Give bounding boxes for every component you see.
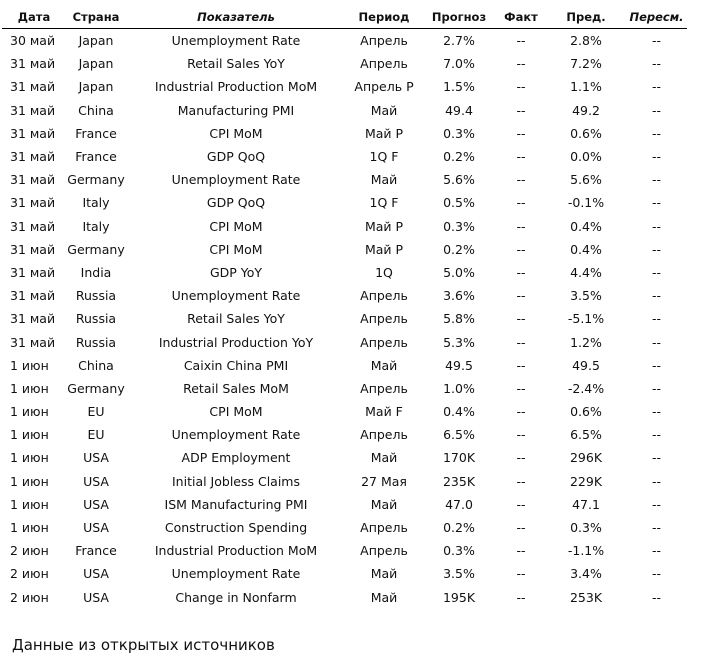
cell-period: Май P [364,218,404,234]
cell-actual: -- [516,566,526,582]
cell-period: Май [370,450,398,466]
cell-revised: -- [651,218,662,234]
cell-forecast: 0.3% [443,543,475,559]
cell-previous: 253K [569,589,603,605]
cell-indicator: Caixin China PMI [183,357,289,373]
cell-previous: -1.1% [567,543,605,559]
cell-previous: 296K [569,450,603,466]
cell-period: Май P [364,125,404,141]
cell-country: France [75,149,117,165]
cell-indicator: Unemployment Rate [171,427,301,443]
cell-indicator: Retail Sales MoM [183,380,289,396]
table-row [2,307,687,330]
cell-period: Апрель [360,380,408,396]
table-row [2,122,687,145]
cell-period: Май [370,357,398,373]
cell-period: Апрель [360,427,408,443]
cell-forecast: 195K [442,589,476,605]
cell-country: Japan [78,33,114,49]
cell-previous: 6.5% [570,427,602,443]
cell-actual: -- [516,264,526,280]
cell-date: 1 июн [10,380,49,396]
cell-actual: -- [516,149,526,165]
table-row [2,562,687,585]
cell-date: 31 май [10,125,56,141]
cell-indicator: ISM Manufacturing PMI [164,496,308,512]
header-indicator: Показатель [126,6,346,29]
cell-revised: -- [651,496,662,512]
cell-forecast: 1.0% [443,380,475,396]
cell-actual: -- [516,543,526,559]
cell-previous: 3.4% [570,566,602,582]
cell-revised: -- [651,404,662,420]
cell-date: 31 май [10,195,56,211]
cell-revised: -- [651,334,662,350]
cell-period: 1Q [375,264,393,280]
cell-country: Russia [75,311,117,327]
cell-actual: -- [516,589,526,605]
cell-revised: -- [651,589,662,605]
cell-revised: -- [651,380,662,396]
cell-period: Май [370,102,398,118]
cell-period: Май [370,566,398,582]
cell-indicator: ADP Employment [181,450,291,466]
cell-actual: -- [516,288,526,304]
cell-revised: -- [651,195,662,211]
cell-date: 31 май [10,288,56,304]
cell-period: Апрель [360,311,408,327]
cell-date: 1 июн [10,357,49,373]
cell-country: EU [87,404,105,420]
cell-forecast: 5.8% [443,311,475,327]
cell-period: Апрель [360,520,408,536]
header-actual: Факт [496,6,546,29]
cell-country: Germany [67,380,125,396]
cell-date: 1 июн [10,427,49,443]
cell-country: China [78,102,114,118]
table-row [2,284,687,307]
cell-country: Germany [67,241,125,257]
cell-country: India [80,264,112,280]
cell-revised: -- [651,473,662,489]
header-country: Страна [66,6,126,29]
cell-revised: -- [651,543,662,559]
table-row [2,354,687,377]
table-row [2,168,687,191]
table-row [2,423,687,446]
cell-indicator: CPI MoM [209,241,263,257]
cell-date: 31 май [10,218,56,234]
cell-previous: 0.6% [570,404,602,420]
cell-revised: -- [651,102,662,118]
table-row [2,470,687,493]
cell-period: Май [370,496,398,512]
cell-previous: 3.5% [570,288,602,304]
cell-period: Май [370,589,398,605]
table-row [2,400,687,423]
cell-country: Japan [78,79,114,95]
cell-revised: -- [651,33,662,49]
cell-period: Апрель [360,288,408,304]
table-row [2,493,687,516]
cell-actual: -- [516,450,526,466]
cell-period: 1Q F [369,195,399,211]
cell-date: 2 июн [10,589,49,605]
cell-country: France [75,125,117,141]
table-row [2,377,687,400]
cell-revised: -- [651,450,662,466]
cell-indicator: Industrial Production YoY [158,334,314,350]
table-row [2,446,687,469]
cell-previous: 0.6% [570,125,602,141]
cell-forecast: 0.3% [443,218,475,234]
cell-forecast: 5.6% [443,172,475,188]
cell-forecast: 2.7% [443,33,475,49]
table-row [2,52,687,75]
economic-calendar-table [2,6,687,609]
cell-revised: -- [651,566,662,582]
cell-date: 31 май [10,264,56,280]
cell-date: 31 май [10,149,56,165]
table-row [2,539,687,562]
cell-forecast: 49.5 [445,357,473,373]
cell-period: Май [370,172,398,188]
cell-period: Апрель P [354,79,414,95]
cell-previous: -5.1% [567,311,605,327]
cell-forecast: 0.5% [443,195,475,211]
table-row [2,238,687,261]
table-row [2,99,687,122]
cell-country: Japan [78,56,114,72]
cell-indicator: Unemployment Rate [171,33,301,49]
cell-country: France [75,543,117,559]
source-note: Данные из открытых источников [12,636,275,654]
cell-indicator: GDP QoQ [206,195,266,211]
cell-revised: -- [651,149,662,165]
table-row [2,75,687,98]
cell-actual: -- [516,520,526,536]
cell-actual: -- [516,404,526,420]
cell-actual: -- [516,427,526,443]
cell-indicator: Unemployment Rate [171,566,301,582]
table-row [2,145,687,168]
cell-previous: 49.2 [572,102,600,118]
cell-revised: -- [651,79,662,95]
cell-actual: -- [516,33,526,49]
table-row [2,215,687,238]
cell-previous: 4.4% [570,264,602,280]
cell-country: EU [87,427,105,443]
cell-forecast: 235K [442,473,476,489]
cell-revised: -- [651,264,662,280]
cell-forecast: 0.2% [443,241,475,257]
cell-country: USA [83,520,109,536]
cell-revised: -- [651,311,662,327]
cell-revised: -- [651,241,662,257]
cell-forecast: 0.3% [443,125,475,141]
cell-period: Апрель [360,543,408,559]
cell-actual: -- [516,311,526,327]
cell-actual: -- [516,172,526,188]
header-date: Дата [2,6,66,29]
cell-date: 31 май [10,56,56,72]
cell-date: 31 май [10,102,56,118]
cell-date: 1 июн [10,404,49,420]
cell-period: Май P [364,241,404,257]
cell-indicator: GDP YoY [209,264,263,280]
cell-date: 1 июн [10,473,49,489]
cell-previous: 1.2% [570,334,602,350]
cell-previous: -0.1% [567,195,605,211]
cell-forecast: 6.5% [443,427,475,443]
cell-previous: 0.3% [570,520,602,536]
cell-previous: 229K [569,473,603,489]
cell-indicator: Change in Nonfarm [175,589,297,605]
cell-forecast: 7.0% [443,56,475,72]
cell-revised: -- [651,357,662,373]
cell-previous: 0.4% [570,241,602,257]
cell-date: 2 июн [10,543,49,559]
cell-actual: -- [516,56,526,72]
cell-indicator: GDP QoQ [206,149,266,165]
cell-actual: -- [516,241,526,257]
cell-date: 31 май [10,241,56,257]
cell-indicator: Unemployment Rate [171,288,301,304]
cell-actual: -- [516,357,526,373]
cell-forecast: 3.5% [443,566,475,582]
cell-forecast: 1.5% [443,79,475,95]
cell-date: 30 май [10,33,56,49]
cell-country: Russia [75,288,117,304]
cell-date: 1 июн [10,520,49,536]
cell-actual: -- [516,79,526,95]
cell-revised: -- [651,427,662,443]
cell-revised: -- [651,56,662,72]
table-row [2,261,687,284]
table-row [2,191,687,214]
cell-country: USA [83,566,109,582]
header-revised: Пересм. [626,6,687,29]
cell-period: 1Q F [369,149,399,165]
cell-previous: 2.8% [570,33,602,49]
cell-actual: -- [516,473,526,489]
cell-period: Апрель [360,334,408,350]
cell-revised: -- [651,172,662,188]
cell-revised: -- [651,288,662,304]
cell-previous: 0.0% [570,149,602,165]
cell-date: 31 май [10,334,56,350]
cell-country: USA [83,589,109,605]
header-row [2,6,687,29]
cell-indicator: Construction Spending [164,520,308,536]
cell-actual: -- [516,195,526,211]
cell-country: Italy [82,195,110,211]
cell-date: 1 июн [10,450,49,466]
cell-forecast: 170K [442,450,476,466]
cell-indicator: Manufacturing PMI [177,102,295,118]
cell-indicator: Industrial Production MoM [154,543,318,559]
cell-previous: 47.1 [572,496,600,512]
cell-country: Italy [82,218,110,234]
cell-indicator: CPI MoM [209,125,263,141]
cell-indicator: CPI MoM [209,404,263,420]
cell-actual: -- [516,380,526,396]
cell-forecast: 49.4 [445,102,473,118]
table-row [2,586,687,609]
cell-date: 31 май [10,79,56,95]
cell-indicator: Retail Sales YoY [187,56,285,72]
cell-date: 31 май [10,172,56,188]
cell-previous: 1.1% [570,79,602,95]
cell-previous: 0.4% [570,218,602,234]
cell-date: 2 июн [10,566,49,582]
cell-indicator: Industrial Production MoM [154,79,318,95]
header-previous: Пред. [546,6,626,29]
cell-forecast: 5.3% [443,334,475,350]
cell-country: USA [83,473,109,489]
cell-forecast: 3.6% [443,288,475,304]
cell-forecast: 0.2% [443,149,475,165]
cell-country: China [78,357,114,373]
header-period: Период [346,6,422,29]
cell-previous: 49.5 [572,357,600,373]
table-row [2,330,687,353]
cell-revised: -- [651,520,662,536]
cell-date: 1 июн [10,496,49,512]
cell-actual: -- [516,102,526,118]
cell-indicator: Unemployment Rate [171,172,301,188]
cell-period: Апрель [360,56,408,72]
cell-country: USA [83,450,109,466]
cell-revised: -- [651,125,662,141]
cell-indicator: Initial Jobless Claims [171,473,300,489]
cell-previous: -2.4% [567,380,605,396]
table-row [2,516,687,539]
cell-actual: -- [516,496,526,512]
cell-forecast: 0.2% [443,520,475,536]
table-row [2,29,687,53]
cell-period: Апрель [360,33,408,49]
cell-period: 27 Мая [361,473,407,489]
cell-actual: -- [516,218,526,234]
cell-forecast: 47.0 [445,496,473,512]
cell-actual: -- [516,334,526,350]
cell-indicator: CPI MoM [209,218,263,234]
cell-date: 31 май [10,311,56,327]
cell-country: Russia [75,334,117,350]
header-forecast: Прогноз [422,6,496,29]
cell-country: Germany [67,172,125,188]
cell-actual: -- [516,125,526,141]
cell-forecast: 0.4% [443,404,475,420]
cell-indicator: Retail Sales YoY [187,311,285,327]
cell-previous: 5.6% [570,172,602,188]
cell-forecast: 5.0% [443,264,475,280]
cell-country: USA [83,496,109,512]
table-body [2,29,687,609]
cell-period: Май F [365,404,403,420]
cell-previous: 7.2% [570,56,602,72]
